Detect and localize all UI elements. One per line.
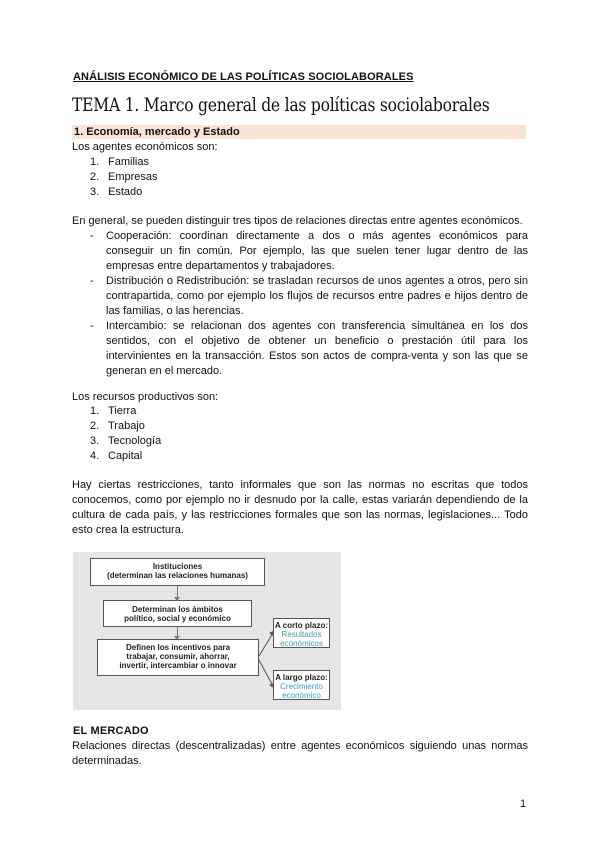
market-paragraph: Relaciones directas (descentralizadas) entre agentes económicos siguiendo unas normas determinadas.	[72, 740, 528, 767]
list-item: 1. Tierra	[90, 405, 137, 417]
list-item: 3. Estado	[90, 186, 143, 198]
list-item: 2. Trabajo	[90, 420, 145, 432]
diagram-box-institutions: Instituciones (determinan las relaciones humanas)	[90, 558, 265, 586]
agents-intro: Los agentes económicos son:	[72, 141, 218, 153]
resources-intro: Los recursos productivos son:	[72, 391, 219, 403]
diagram-box-long-term: A largo plazo: Crecimiento económico	[273, 670, 330, 700]
relations-list	[90, 229, 528, 379]
agents-list	[90, 155, 158, 200]
restrictions-paragraph: Hay ciertas restricciones, tanto informales que son las normas no escritas que todos conocemos, como por ejemplo no ir desnudo por la calle, estas variarán dependiendo de la cultura de cada país, y las restricciones formales que son las normas, legislaciones... Todo esto crea la estructura.	[72, 479, 528, 536]
list-item: 1. Familias	[90, 156, 149, 168]
market-heading: EL MERCADO	[73, 725, 149, 737]
section-heading-text: 1. Economía, mercado y Estado	[74, 126, 240, 138]
diagram-box-short-term: A corto plazo: Resultados económicos	[273, 618, 330, 648]
list-item: 4. Capital	[90, 450, 143, 462]
list-item: 3. Tecnología	[90, 435, 162, 447]
relations-intro: En general, se pueden distinguir tres tipos de relaciones directas entre agentes económicos.	[72, 215, 523, 227]
section-heading	[72, 125, 526, 139]
course-title: ANÁLISIS ECONÓMICO DE LAS POLÍTICAS SOCIOLABORALES	[73, 71, 414, 83]
diagram-box-ambitos: Determinan los ámbitos político, social y económico	[103, 600, 252, 627]
list-item: - Cooperación: coordinan directamente a dos o más agentes económicos para conseguir un fin común. Por ejemplo, las que suelen tener lugar dentro de las empresas entre departamentos y trabajadores.	[90, 230, 528, 272]
list-item: - Intercambio: se relacionan dos agentes con transferencia simultánea en los dos sentidos, con el objetivo de obtener un beneficio o prestación útil para los intervinientes en la transacción. Estos son actos de compra-venta y son las que se generan en el mercado.	[90, 320, 528, 377]
page-number: 1	[520, 798, 527, 810]
arrow-down-icon	[177, 627, 178, 639]
arrow-down-icon	[177, 586, 178, 600]
diagram-box-incentivos: Definen los incentivos para trabajar, consumir, ahorrar, invertir, intercambiar o innovar	[97, 639, 259, 676]
tema-title: TEMA 1. Marco general de las políticas sociolaborales	[72, 94, 490, 116]
institutions-diagram	[73, 552, 341, 710]
list-item: 2. Empresas	[90, 171, 158, 183]
list-item: - Distribución o Redistribución: se trasladan recursos de unos agentes a otros, pero sin contrapartida, como por ejemplo los flujos de recursos entre padres e hijos dentro de las familias, o las herencias.	[90, 275, 528, 317]
resources-list	[90, 404, 161, 464]
